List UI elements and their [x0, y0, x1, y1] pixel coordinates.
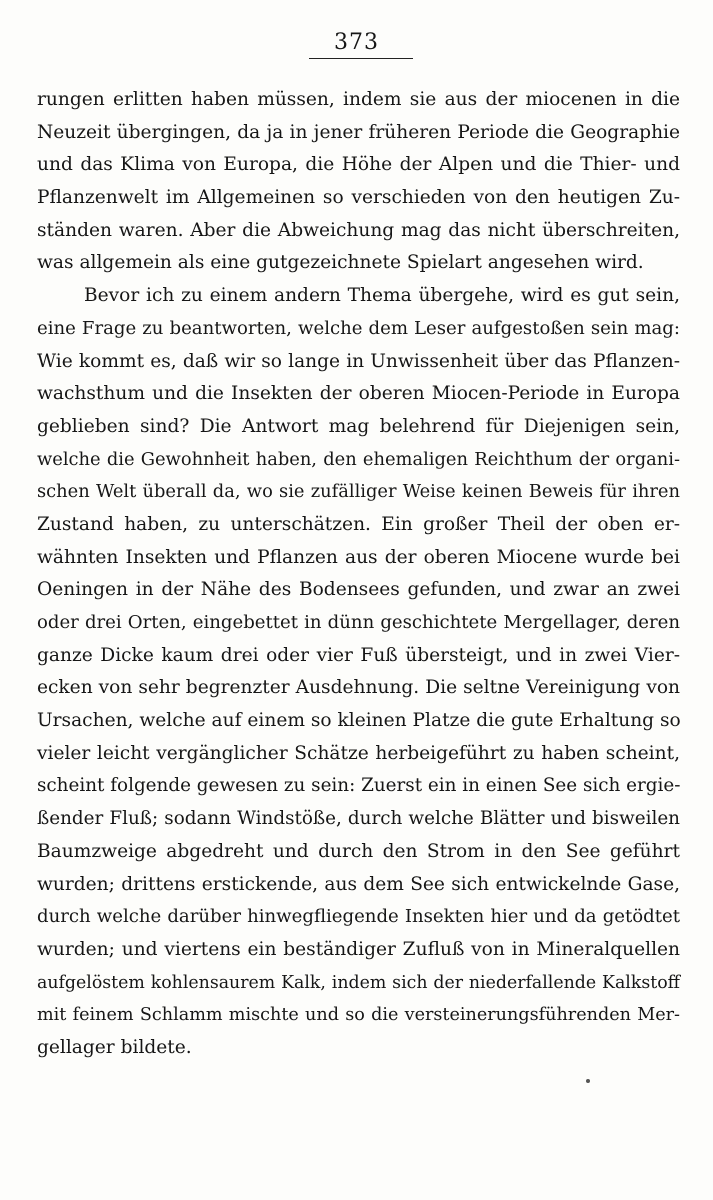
- text-line: wurden; drittens erstickende, aus dem See sich entwickelnde Gase,: [37, 873, 680, 895]
- text-line: Ursachen, welche auf einem so kleinen Platze die gute Erhaltung so: [37, 710, 681, 732]
- text-line: Neuzeit übergingen, da ja in jener früheren Periode die Geographie: [37, 121, 680, 143]
- text-line: mit feinem Schlamm mischte und so die versteinerungsführenden Mer-: [37, 1005, 680, 1026]
- text-line: Pflanzenwelt im Allgemeinen so verschieden von den heutigen Zu-: [37, 187, 680, 209]
- text-line: Baumzweige abgedreht und durch den Strom in den See geführt: [37, 840, 680, 862]
- text-line: welche die Gewohnheit haben, den ehemaligen Reichthum der organi-: [37, 448, 680, 470]
- paragraph-2: [37, 280, 680, 1065]
- text-line: Oeningen in der Nähe des Bodensees gefunden, und zwar an zwei: [37, 579, 680, 601]
- text-line: gellager bildete.: [37, 1036, 192, 1058]
- text-line: rungen erlitten haben müssen, indem sie aus der miocenen in die: [37, 89, 680, 110]
- page-number: 373: [334, 30, 379, 55]
- header-rule: [309, 58, 413, 59]
- text-line: durch welche darüber hinwegfliegende Insekten hier und da getödtet: [37, 906, 680, 928]
- text-line: scheint folgende gewesen zu sein: Zuerst ein in einen See sich ergie-: [37, 775, 681, 797]
- text-line: wurden; und viertens ein beständiger Zufluß von in Mineralquellen: [37, 938, 680, 960]
- text-line: eine Frage zu beantworten, welche dem Leser aufgestoßen sein mag:: [37, 317, 680, 339]
- text-line: aufgelöstem kohlensaurem Kalk, indem sich der niederfallende Kalkstoff: [37, 972, 680, 993]
- text-line: ständen waren. Aber die Abweichung mag das nicht überschreiten,: [37, 219, 680, 241]
- text-line: geblieben sind? Die Antwort mag belehrend für Diejenigen sein,: [37, 415, 680, 437]
- body-text: [37, 84, 680, 1065]
- ink-speck: [586, 1079, 590, 1083]
- text-line: Zustand haben, zu unterschätzen. Ein großer Theil der oben er-: [37, 513, 680, 535]
- text-line: vieler leicht vergänglicher Schätze herbeigeführt zu haben scheint,: [37, 742, 680, 764]
- paragraph-1: [37, 84, 680, 280]
- text-line: was allgemein als eine gutgezeichnete Spielart angesehen wird.: [37, 252, 644, 274]
- text-line: Wie kommt es, daß wir so lange in Unwissenheit über das Pflanzen-: [37, 350, 680, 372]
- text-line: ganze Dicke kaum drei oder vier Fuß übersteigt, und in zwei Vier-: [37, 644, 680, 666]
- text-line: schen Welt überall da, wo sie zufälliger Weise keinen Beweis für ihren: [37, 481, 680, 503]
- text-line: wachsthum und die Insekten der oberen Miocen-Periode in Europa: [37, 383, 680, 405]
- text-line: oder drei Orten, eingebettet in dünn geschichtete Mergellager, deren: [37, 612, 680, 633]
- text-line: ecken von sehr begrenzter Ausdehnung. Die seltne Vereinigung von: [37, 677, 680, 699]
- text-line: ßender Fluß; sodann Windstöße, durch welche Blätter und bisweilen: [37, 808, 680, 830]
- text-line: wähnten Insekten und Pflanzen aus der oberen Miocene wurde bei: [37, 546, 680, 568]
- text-line: Bevor ich zu einem andern Thema übergehe, wird es gut sein,: [84, 285, 680, 307]
- text-line: und das Klima von Europa, die Höhe der Alpen und die Thier- und: [37, 154, 680, 176]
